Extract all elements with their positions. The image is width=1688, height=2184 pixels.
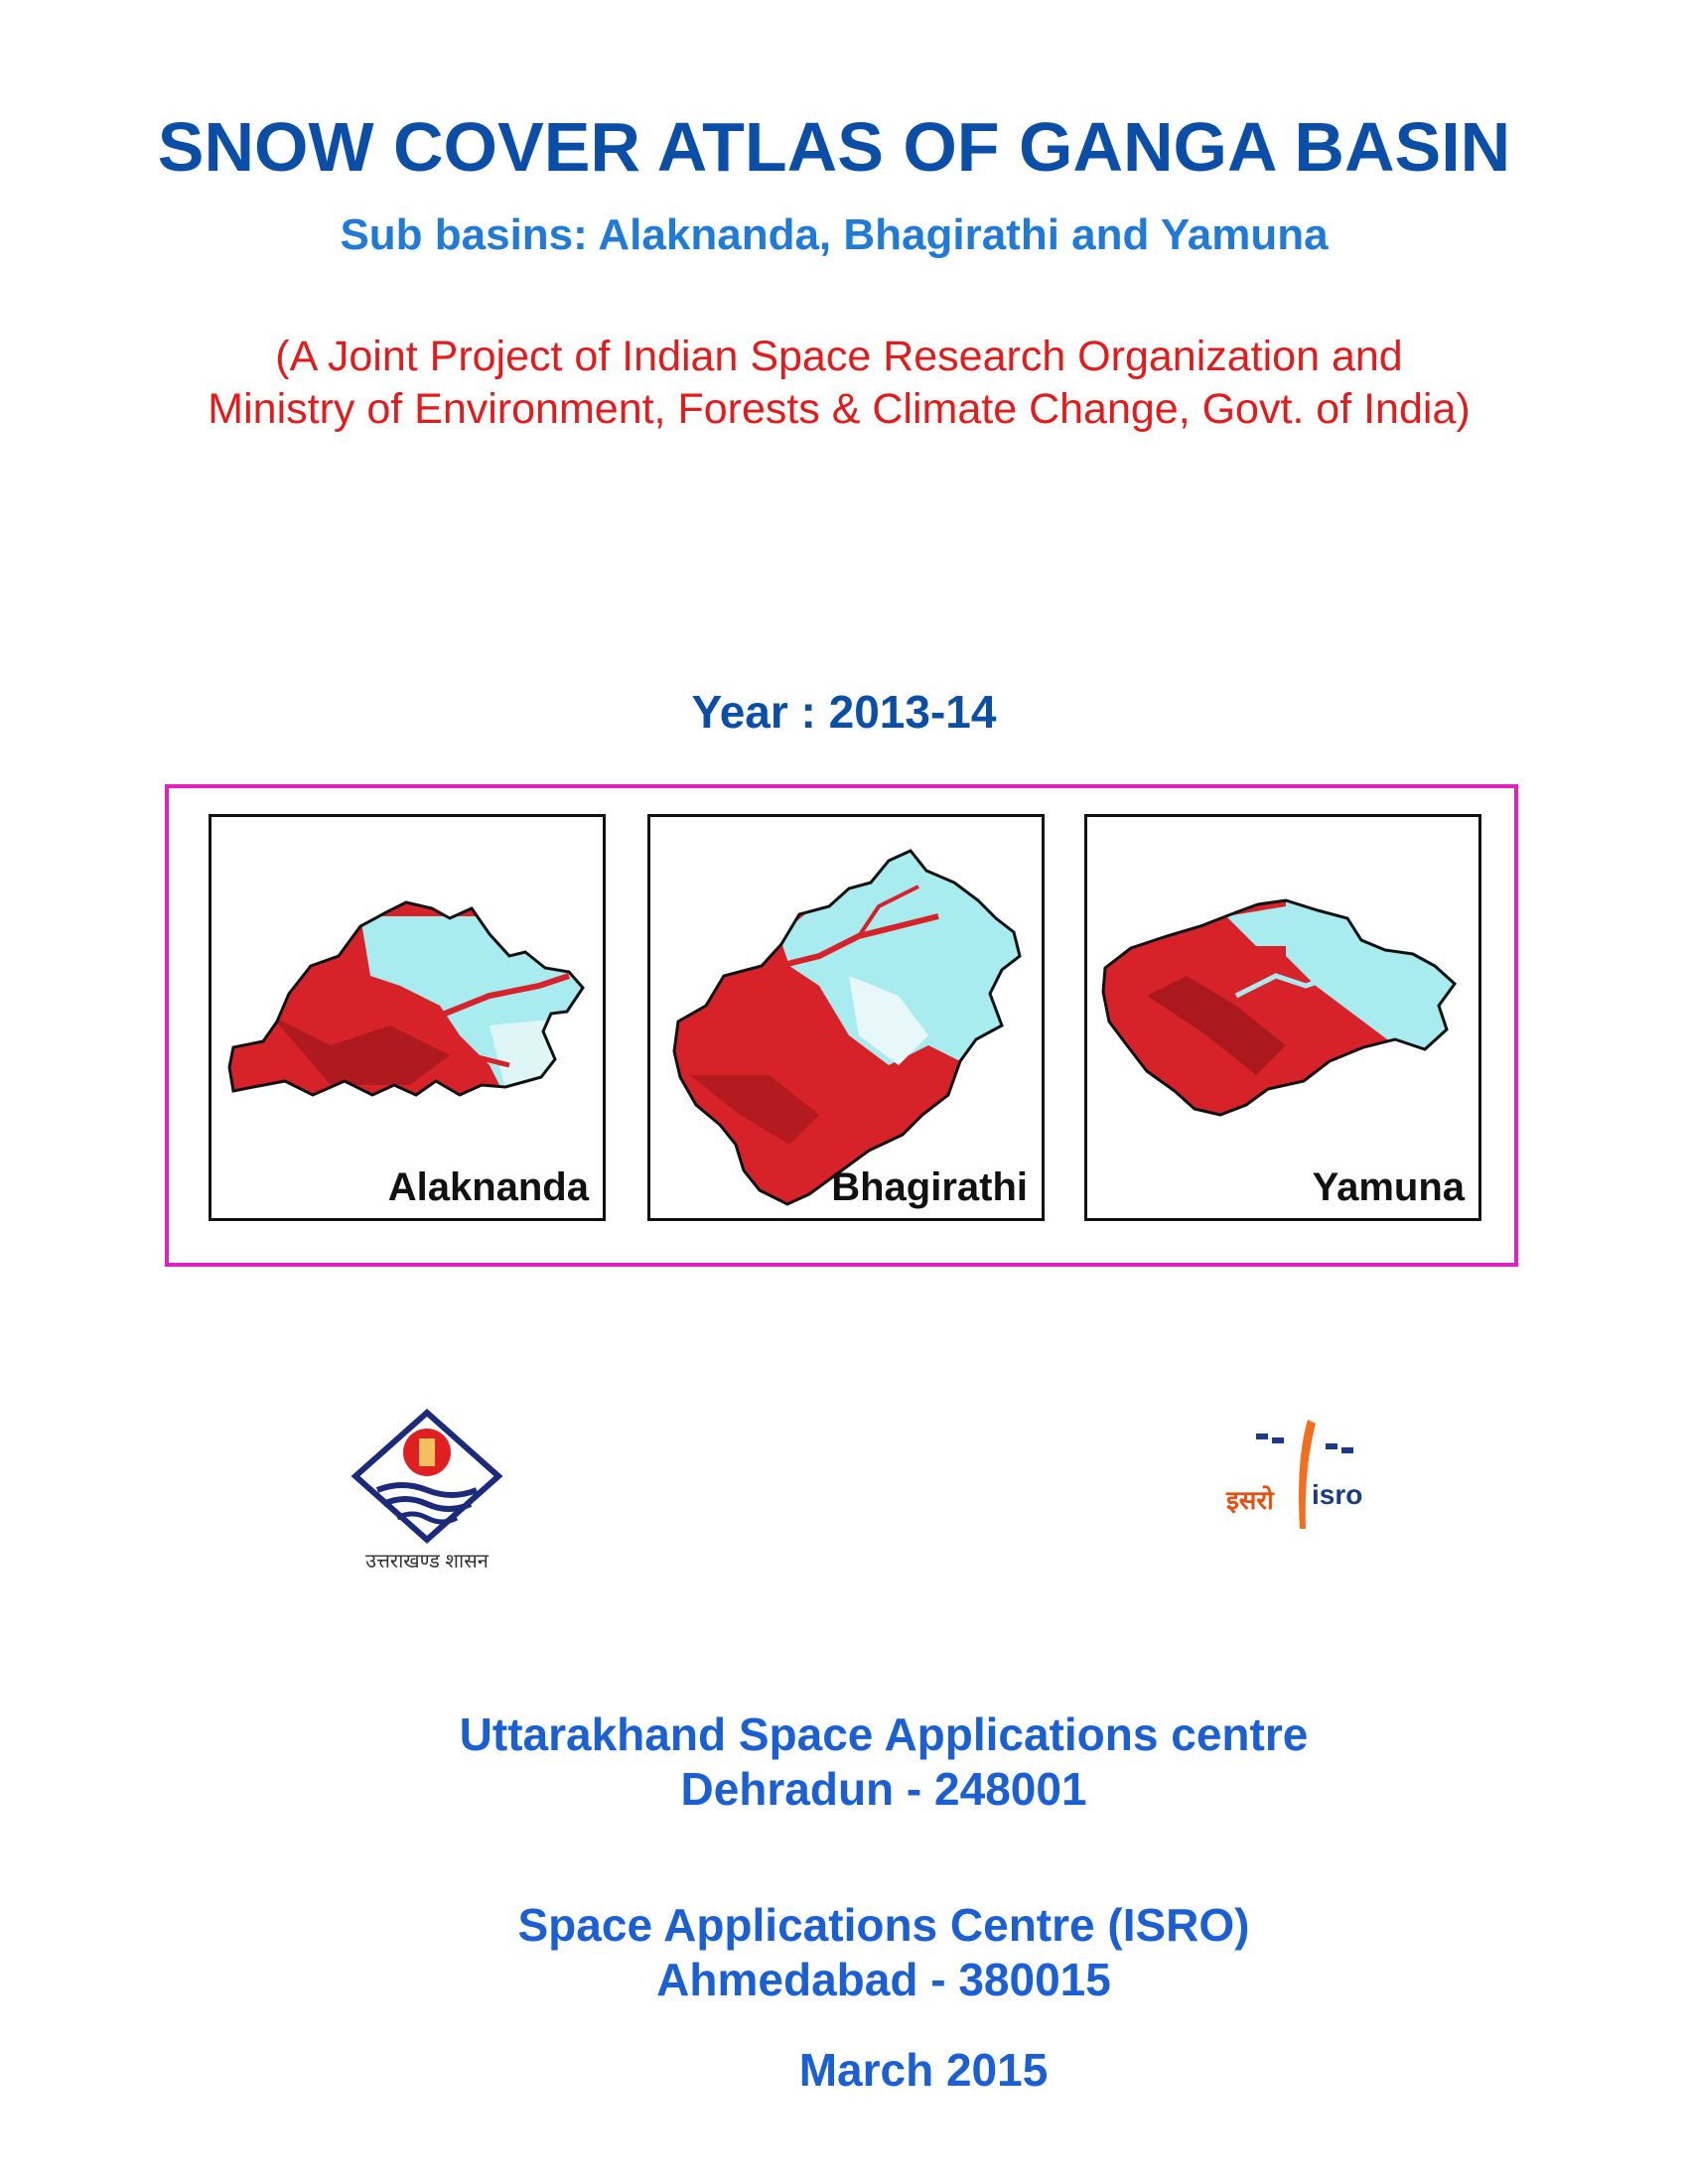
isro-english-text: isro — [1312, 1479, 1363, 1510]
atlas-title: SNOW COVER ATLAS OF GANGA BASIN — [157, 108, 1511, 186]
map-panel-bhagirathi — [647, 814, 1045, 1221]
map-panel-alaknanda — [209, 814, 606, 1221]
yamuna-map — [1087, 817, 1478, 1218]
sac-name: Space Applications Centre (ISRO) — [517, 1899, 1250, 1951]
year-heading: Year : 2013-14 — [691, 686, 997, 738]
joint-project-line-2: Ministry of Environment, Forests & Climate Change, Govt. of India) — [208, 385, 1471, 433]
basin-maps-frame — [165, 784, 1518, 1267]
atlas-subtitle: Sub basins: Alaknanda, Bhagirathi and Yamuna — [340, 210, 1329, 259]
uttarakhand-government-logo — [348, 1405, 506, 1544]
map-label-alaknanda: Alaknanda — [387, 1165, 589, 1209]
uttarakhand-caption: उत्तराखण्ड शासन — [365, 1551, 489, 1572]
alaknanda-map — [211, 817, 603, 1218]
isro-hindi-text: इसरो — [1226, 1485, 1274, 1515]
usac-city: Dehradun - 248001 — [680, 1763, 1087, 1815]
map-label-bhagirathi: Bhagirathi — [831, 1165, 1028, 1209]
publication-date: March 2015 — [798, 2044, 1049, 2096]
usac-name: Uttarakhand Space Applications centre — [459, 1708, 1309, 1760]
sac-city: Ahmedabad - 380015 — [656, 1954, 1111, 2005]
joint-project-line-1: (A Joint Project of Indian Space Research Organization and — [275, 333, 1403, 380]
uttarakhand-emblem-icon — [348, 1405, 506, 1544]
isro-logo — [1226, 1410, 1385, 1539]
isro-rocket-icon — [1226, 1410, 1385, 1539]
map-label-yamuna: Yamuna — [1312, 1165, 1465, 1209]
bhagirathi-map — [650, 817, 1042, 1218]
map-panel-yamuna — [1084, 814, 1481, 1221]
